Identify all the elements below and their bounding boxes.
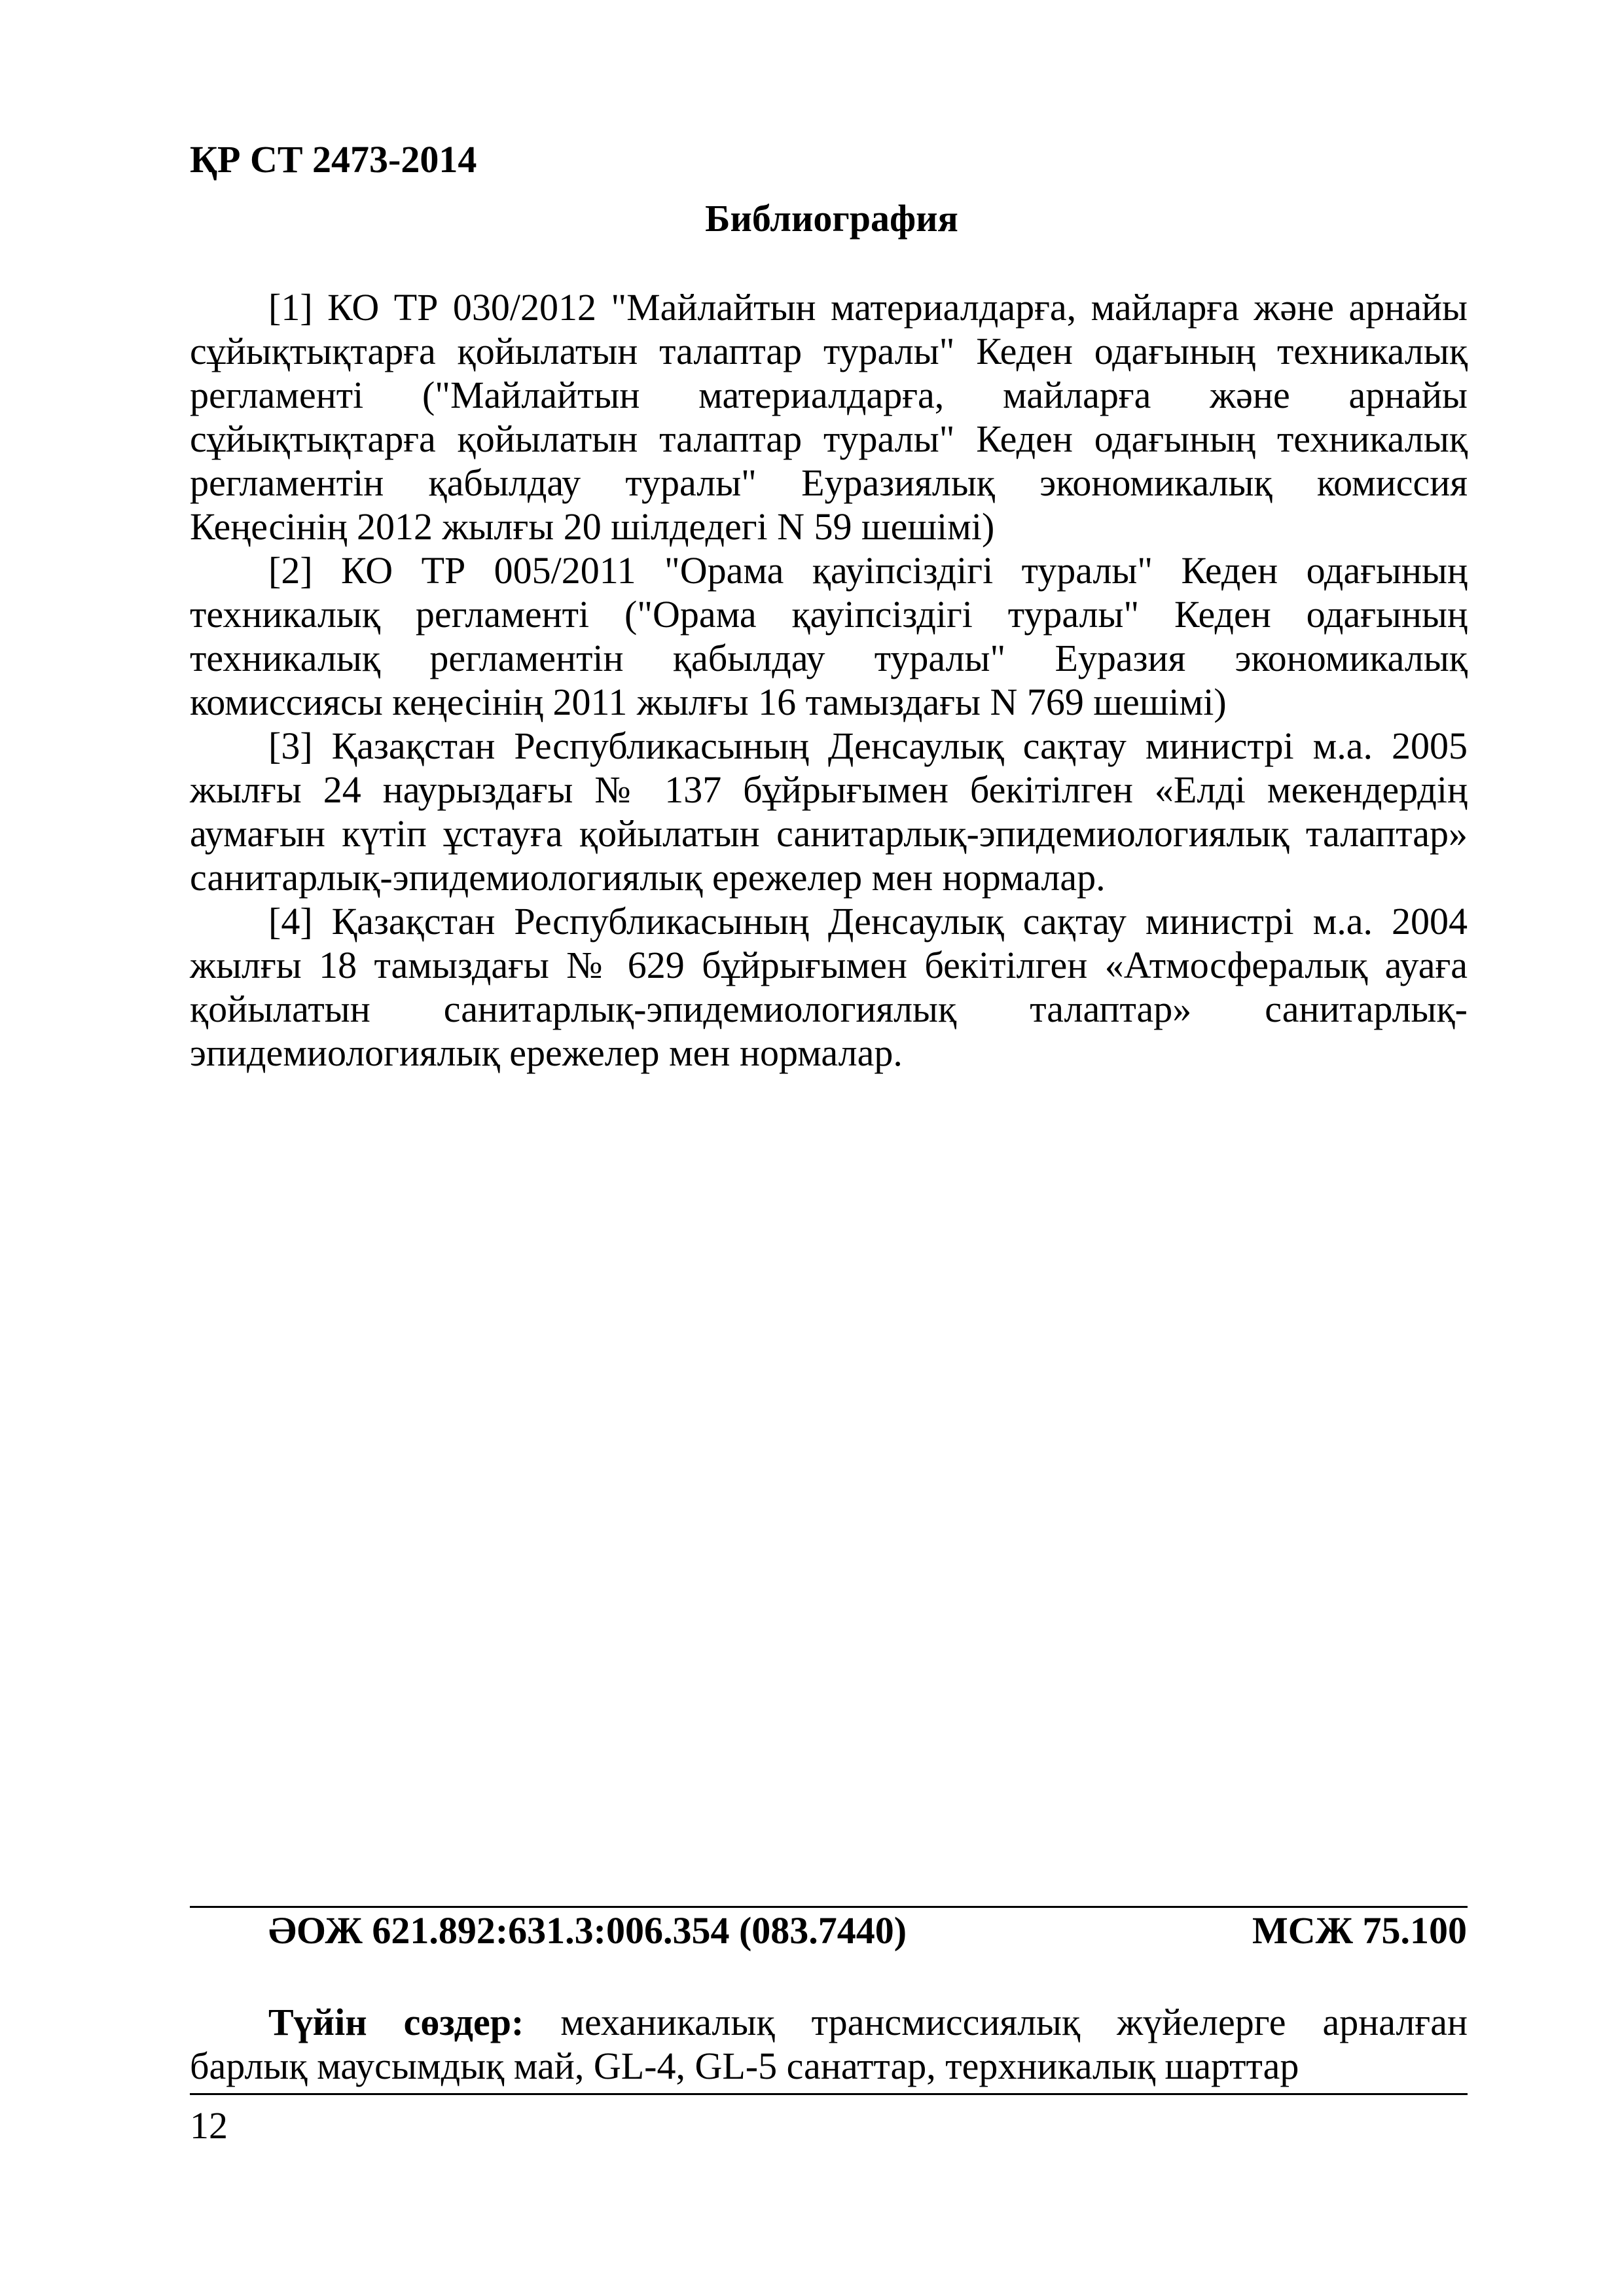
reference-line: Кеңесінің 2012 жылғы 20 шілдедегі N 59 шешімі) bbox=[190, 505, 995, 548]
reference-line: санитарлық-эпидемиологиялық ережелер мен нормалар. bbox=[190, 856, 1106, 899]
keywords-line-2: барлық маусымдық май, GL-4, GL-5 санаттар, терхникалық шарттар bbox=[190, 2045, 1299, 2087]
page-title: Библиография bbox=[705, 197, 958, 240]
page-number: 12 bbox=[190, 2104, 228, 2147]
reference-line: жылғы 18 тамыздағы № 629 бұйрығымен бекітілген «Атмосфералық ауаға bbox=[190, 944, 1468, 986]
msj-code: МСЖ 75.100 bbox=[1252, 1909, 1467, 1952]
divider-top bbox=[190, 1906, 1468, 1908]
reference-line: аумағын күтіп ұстауға қойылатын санитарлық-эпидемиологиялық талаптар» bbox=[190, 812, 1468, 855]
reference-line: техникалық регламенті ("Орама қауіпсіздігі туралы" Кеден одағының bbox=[190, 593, 1468, 636]
reference-line: комиссиясы кеңесінің 2011 жылғы 16 тамыздағы N 769 шешімі) bbox=[190, 681, 1227, 723]
keywords-label: Түйін сөздер: bbox=[268, 2001, 524, 2043]
document-code: ҚР СТ 2473-2014 bbox=[190, 138, 477, 181]
reference-line: сұйықтықтарға қойылатын талаптар туралы" Кеден одағының техникалық bbox=[190, 330, 1468, 372]
reference-line: [2] КО ТР 005/2011 "Орама қауіпсіздігі туралы" Кеден одағының bbox=[268, 549, 1468, 592]
reference-line: эпидемиологиялық ережелер мен нормалар. bbox=[190, 1031, 903, 1074]
reference-line: [4] Қазақстан Республикасының Денсаулық сақтау министрі м.а. 2004 bbox=[268, 900, 1468, 942]
reference-item bbox=[190, 548, 1468, 724]
reference-line: регламенті ("Майлайтын материалдарға, майларға және арнайы bbox=[190, 374, 1468, 416]
bibliography-list bbox=[190, 285, 1468, 1075]
reference-line: қойылатын санитарлық-эпидемиологиялық талаптар» санитарлық- bbox=[190, 988, 1468, 1030]
reference-line: [1] КО ТР 030/2012 "Майлайтын материалдарға, майларға және арнайы bbox=[268, 286, 1468, 329]
keywords-line-1 bbox=[190, 2000, 1468, 2044]
reference-line: сұйықтықтарға қойылатын талаптар туралы" Кеден одағының техникалық bbox=[190, 418, 1468, 460]
reference-line: жылғы 24 наурыздағы № 137 бұйрығымен бекітілген «Елді мекендердің bbox=[190, 768, 1468, 811]
keywords-text-1: механикалық трансмиссиялық жүйелерге арналған bbox=[560, 2001, 1468, 2043]
reference-item bbox=[190, 285, 1468, 548]
keywords bbox=[190, 2000, 1468, 2088]
reference-line: регламентін қабылдау туралы" Еуразиялық экономикалық комиссия bbox=[190, 461, 1468, 504]
reference-line: техникалық регламентін қабылдау туралы" Еуразия экономикалық bbox=[190, 637, 1468, 679]
divider-bottom bbox=[190, 2093, 1468, 2095]
reference-line: [3] Қазақстан Республикасының Денсаулық сақтау министрі м.а. 2005 bbox=[268, 725, 1468, 767]
reference-item bbox=[190, 724, 1468, 899]
reference-item bbox=[190, 899, 1468, 1075]
udc-code: ӘОЖ 621.892:631.3:006.354 (083.7440) bbox=[268, 1909, 907, 1952]
